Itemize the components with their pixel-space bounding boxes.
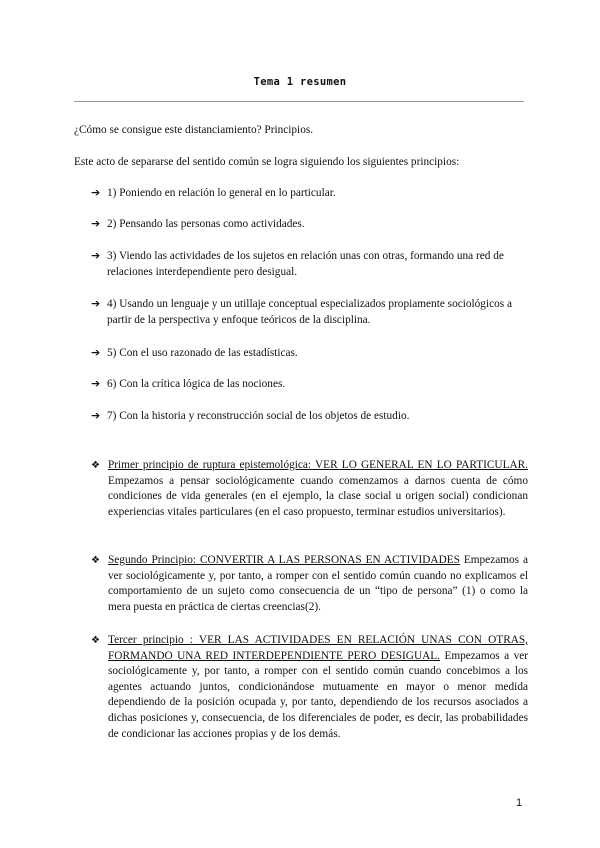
right-arrow-icon: ➔ bbox=[91, 346, 101, 359]
right-arrow-icon: ➔ bbox=[91, 297, 101, 310]
principle-section-1 bbox=[91, 458, 528, 520]
intro-question: ¿Cómo se consigue este distanciamiento? Principios. bbox=[74, 124, 314, 136]
diamond-bullet-icon: ❖ bbox=[91, 460, 100, 471]
intro-lead: Este acto de separarse del sentido común se logra siguiendo los siguientes principios: bbox=[74, 156, 460, 168]
title-divider bbox=[74, 101, 524, 102]
list-item bbox=[91, 216, 521, 232]
list-item bbox=[91, 185, 521, 201]
list-item-text: 6) Con la crítica lógica de las nociones. bbox=[107, 378, 286, 390]
principle-text bbox=[108, 633, 528, 742]
right-arrow-icon: ➔ bbox=[91, 186, 101, 199]
right-arrow-icon: ➔ bbox=[91, 377, 101, 390]
right-arrow-icon: ➔ bbox=[91, 409, 101, 422]
principle-section-2 bbox=[91, 553, 528, 615]
list-item bbox=[91, 408, 521, 424]
list-item-text: 7) Con la historia y reconstrucción social de los objetos de estudio. bbox=[107, 410, 410, 422]
list-item-text: 1) Poniendo en relación lo general en lo particular. bbox=[107, 187, 336, 199]
list-item bbox=[91, 296, 521, 328]
right-arrow-icon: ➔ bbox=[91, 249, 101, 262]
page-title: Tema 1 resumen bbox=[253, 76, 347, 88]
page-number: 1 bbox=[516, 797, 523, 809]
principle-text bbox=[108, 458, 528, 520]
principle-text bbox=[108, 553, 528, 615]
principle-section-3 bbox=[91, 633, 528, 742]
principle-heading: Segundo Principio: CONVERTIR A LAS PERSONAS EN ACTIVIDADES bbox=[108, 554, 460, 566]
principle-body: Empezamos a ver sociológicamente y, por tanto, a romper con el sentido común cuando no explicamos el comportamiento de un sujeto como consecuencia de un “tipo de persona” (1) o como la mera puesta en práctica de ciertas creencias(2). bbox=[108, 554, 528, 613]
list-item bbox=[91, 248, 521, 280]
list-item-text: 3) Viendo las actividades de los sujetos en relación unas con otras, formando una red de relaciones interdependiente pero desigual. bbox=[107, 250, 504, 278]
list-item bbox=[91, 345, 521, 361]
list-item-text: 4) Usando un lenguaje y un utillaje conceptual especializados propiamente sociológicos a partir de la perspectiva y enfoque teóricos de la disciplina. bbox=[107, 298, 512, 326]
principle-heading: Primer principio de ruptura epistemológica: VER LO GENERAL EN LO PARTICULAR. bbox=[108, 459, 528, 471]
diamond-bullet-icon: ❖ bbox=[91, 635, 100, 646]
list-item-text: 5) Con el uso razonado de las estadísticas. bbox=[107, 347, 298, 359]
diamond-bullet-icon: ❖ bbox=[91, 555, 100, 566]
right-arrow-icon: ➔ bbox=[91, 217, 101, 230]
list-item bbox=[91, 376, 521, 392]
principle-heading: Tercer principio : VER LAS ACTIVIDADES EN RELACIÓN UNAS CON OTRAS, FORMANDO UNA RED INTERDEPENDIENTE PERO DESIGUAL. bbox=[108, 634, 528, 662]
principle-body: Empezamos a ver sociológicamente y, por tanto, a romper con el sentido común cuando concebimos a los agentes actuando juntos, condicionándose mutuamente en mayor o menor medida dependiendo de la posición ocupada y, por tanto, dependiendo de los recursos asociados a dichas posiciones y, consecuencia, de los diferenciales de poder, es decir, las probabilidades de condicionar las acciones propias y de los demás. bbox=[108, 649, 528, 740]
list-item-text: 2) Pensando las personas como actividades. bbox=[107, 218, 305, 230]
principle-body: Empezamos a pensar sociológicamente cuando comenzamos a darnos cuenta de cómo condiciones de vida generales (en el ejemplo, la clase social u origen social) condicionan experiencias vitales particulares (en el caso propuesto, terminar estudios universitarios). bbox=[108, 474, 528, 518]
